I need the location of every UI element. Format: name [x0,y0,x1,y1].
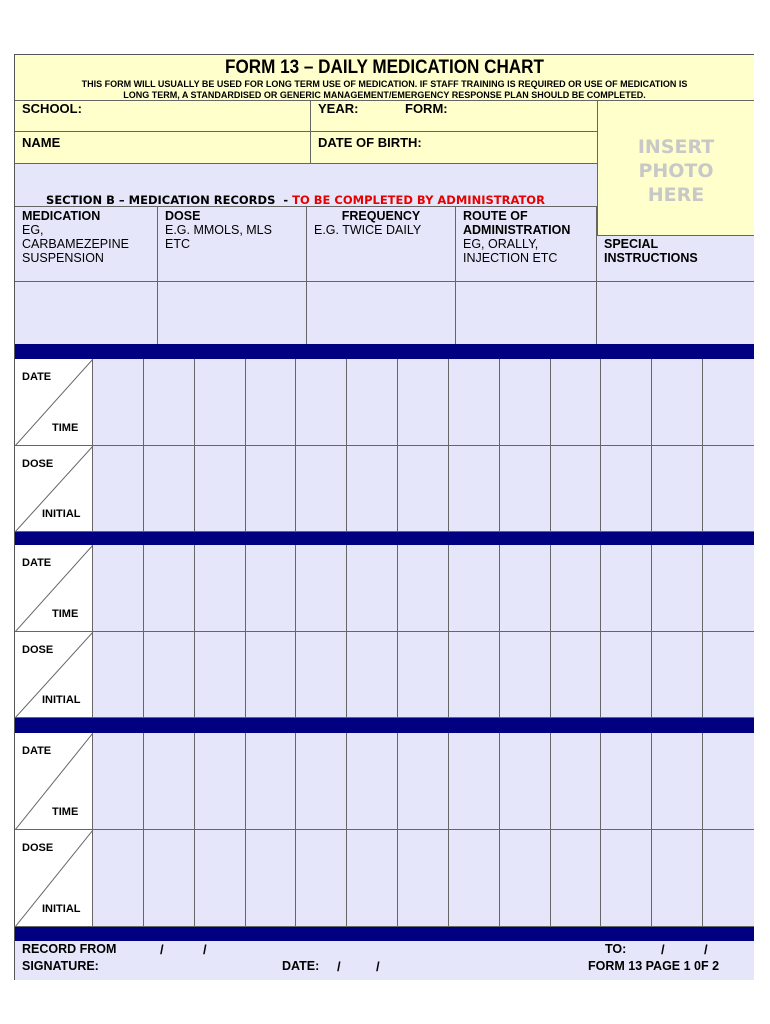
grid-entry-cell[interactable] [195,830,246,927]
initial-label: INITIAL [42,694,81,706]
grid-entry-cell[interactable] [500,632,551,718]
grid-entry-cell[interactable] [652,733,703,830]
grid-row-label-cell [15,830,93,927]
grid-entry-cell[interactable] [398,446,449,532]
grid-entry-cell[interactable] [246,545,297,632]
grid-row-label-cell [15,359,93,446]
grid-entry-cell[interactable] [601,359,652,446]
time-label: TIME [52,806,79,818]
photo-line1: INSERT [637,136,715,158]
dose-eg-etc: ETC [165,237,190,251]
date-label: DATE [22,371,52,383]
grid-entry-cell[interactable] [652,446,703,532]
grid-entry-cell[interactable] [703,733,754,830]
grid-entry-cell[interactable] [246,733,297,830]
grid-entry-cell[interactable] [93,545,144,632]
dose-label: DOSE [22,842,54,854]
separator-bar [15,344,754,359]
route-eg2: INJECTION ETC [463,251,558,265]
route-column-header [456,207,597,282]
special-head2: INSTRUCTIONS [604,251,698,265]
grid-entry-cell[interactable] [246,830,297,927]
grid-entry-cell[interactable] [551,632,602,718]
special-instructions-entry[interactable] [597,282,754,344]
grid-entry-cell[interactable] [246,632,297,718]
grid-entry-cell[interactable] [449,545,500,632]
grid-entry-cell[interactable] [449,733,500,830]
section-b-header [15,164,597,207]
medication-eg-name: CARBAMEZEPINE [22,237,129,251]
route-head2: ADMINISTRATION [463,223,571,237]
grid-entry-cell[interactable] [296,830,347,927]
grid-entry-cell[interactable] [551,733,602,830]
grid-entry-cell[interactable] [296,545,347,632]
grid-entry-cell[interactable] [398,733,449,830]
frequency-head: FREQUENCY [341,209,421,223]
grid-entry-cell[interactable] [398,830,449,927]
route-entry[interactable] [456,282,597,344]
grid-entry-cell[interactable] [195,733,246,830]
grid-entry-cell[interactable] [93,446,144,532]
initial-label: INITIAL [42,508,81,520]
grid-entry-cell[interactable] [144,545,195,632]
grid-entry-cell[interactable] [652,359,703,446]
grid-entry-cell[interactable] [246,359,297,446]
grid-entry-cell[interactable] [398,545,449,632]
grid-entry-cell[interactable] [347,733,398,830]
grid-entry-cell[interactable] [93,359,144,446]
grid-entry-cell[interactable] [601,830,652,927]
grid-entry-cell[interactable] [703,359,754,446]
grid-entry-cell[interactable] [398,359,449,446]
grid-entry-cell[interactable] [551,446,602,532]
time-label: TIME [52,608,79,620]
grid-entry-cell[interactable] [93,830,144,927]
form-label: FORM: [405,101,448,116]
medication-column-header [15,207,158,282]
grid-entry-cell[interactable] [347,446,398,532]
grid-entry-cell[interactable] [449,632,500,718]
medication-entry[interactable] [15,282,158,344]
grid-entry-cell[interactable] [500,733,551,830]
grid-entry-cell[interactable] [144,830,195,927]
frequency-column-header [307,207,456,282]
dose-column-header [158,207,307,282]
to-label: TO: [605,942,627,956]
grid-row-label-cell [15,545,93,632]
grid-entry-cell[interactable] [703,446,754,532]
form-subtitle-line1: THIS FORM WILL USUALLY BE USED FOR LONG TERM USE OF MEDICATION. IF STAFF TRAINING IS REQUIRED OR USE OF MEDICATION IS [81,79,688,89]
grid-entry-cell[interactable] [601,733,652,830]
medication-chart-form [14,54,754,980]
year-form-field[interactable] [311,101,597,132]
medication-eg: EG, [22,223,44,237]
dose-label: DOSE [22,458,54,470]
grid-entry-cell[interactable] [601,446,652,532]
year-label: YEAR: [318,101,359,116]
dob-field[interactable] [311,132,597,164]
grid-entry-cell[interactable] [601,632,652,718]
name-label: NAME [22,135,61,150]
photo-line3: HERE [647,184,705,206]
grid-entry-cell[interactable] [347,545,398,632]
grid-entry-cell[interactable] [703,632,754,718]
grid-entry-cell[interactable] [144,359,195,446]
grid-entry-cell[interactable] [296,359,347,446]
date-slash1[interactable]: / [337,959,341,974]
date-label: DATE: [282,959,320,973]
photo-line2: PHOTO [638,160,714,182]
grid-entry-cell[interactable] [195,632,246,718]
grid-entry-cell[interactable] [652,545,703,632]
grid-entry-cell[interactable] [144,446,195,532]
time-label: TIME [52,422,79,434]
form-header [15,55,754,101]
dose-eg: E.G. MMOLS, MLS [165,223,272,237]
record-from-slash1[interactable]: / [160,942,164,957]
grid-entry-cell[interactable] [601,545,652,632]
grid-entry-cell[interactable] [195,446,246,532]
record-from-label: RECORD FROM [22,942,117,956]
grid-row-label-cell [15,632,93,718]
dose-label: DOSE [22,644,54,656]
form-subtitle-line2: LONG TERM, A STANDARDISED OR GENERIC MANAGEMENT/EMERGENCY RESPONSE PLAN SHOULD BE COMPLETED. [123,90,646,100]
record-grid [15,545,754,718]
to-slash1[interactable]: / [661,942,665,957]
grid-entry-cell[interactable] [144,632,195,718]
grid-entry-cell[interactable] [500,545,551,632]
dose-head: DOSE [165,209,201,223]
section-b-note: TO BE COMPLETED BY ADMINISTRATOR [292,193,545,207]
grid-entry-cell[interactable] [551,545,602,632]
grid-entry-cell[interactable] [551,359,602,446]
grid-entry-cell[interactable] [652,830,703,927]
special-head1: SPECIAL [604,237,659,251]
date-label: DATE [22,745,52,757]
separator-bar [15,718,754,733]
grid-entry-cell[interactable] [500,359,551,446]
frequency-eg: E.G. TWICE DAILY [314,223,422,237]
grid-entry-cell[interactable] [449,446,500,532]
form-title: FORM 13 – DAILY MEDICATION CHART [225,57,544,78]
school-field[interactable] [15,101,311,132]
section-b-label: SECTION B – MEDICATION RECORDS - [46,193,293,207]
frequency-entry[interactable] [307,282,456,344]
grid-entry-cell[interactable] [296,632,347,718]
signature-label: SIGNATURE: [22,959,99,973]
route-eg: EG, ORALLY, [463,237,539,251]
grid-entry-cell[interactable] [398,632,449,718]
grid-entry-cell[interactable] [703,830,754,927]
grid-entry-cell[interactable] [195,359,246,446]
grid-entry-cell[interactable] [246,446,297,532]
grid-entry-cell[interactable] [500,446,551,532]
school-label: SCHOOL: [22,101,82,116]
dob-label: DATE OF BIRTH: [318,135,422,150]
grid-entry-cell[interactable] [449,359,500,446]
grid-entry-cell[interactable] [93,733,144,830]
footer [15,941,754,980]
separator-bar [15,927,754,941]
record-from-slash2[interactable]: / [203,942,207,957]
grid-entry-cell[interactable] [144,733,195,830]
photo-placeholder[interactable] [597,101,754,236]
grid-entry-cell[interactable] [449,830,500,927]
grid-row-label-cell [15,446,93,532]
to-slash2[interactable]: / [704,942,708,957]
grid-entry-cell[interactable] [296,446,347,532]
name-field[interactable] [15,132,311,164]
grid-entry-cell[interactable] [296,733,347,830]
separator-bar [15,532,754,545]
page-number: FORM 13 PAGE 1 0F 2 [588,959,720,973]
grid-entry-cell[interactable] [195,545,246,632]
dose-entry[interactable] [158,282,307,344]
grid-entry-cell[interactable] [703,545,754,632]
grid-entry-cell[interactable] [652,632,703,718]
special-instructions-header [597,236,754,282]
medication-head: MEDICATION [22,209,101,223]
grid-entry-cell[interactable] [500,830,551,927]
record-grid [15,359,754,532]
medication-eg-form: SUSPENSION [22,251,104,265]
date-slash2[interactable]: / [376,959,380,974]
grid-row-label-cell [15,733,93,830]
route-head1: ROUTE OF [463,209,528,223]
grid-entry-cell[interactable] [93,632,144,718]
grid-entry-cell[interactable] [347,632,398,718]
grid-entry-cell[interactable] [347,830,398,927]
record-grid [15,733,754,927]
grid-entry-cell[interactable] [347,359,398,446]
initial-label: INITIAL [42,903,81,915]
date-label: DATE [22,557,52,569]
grid-entry-cell[interactable] [551,830,602,927]
